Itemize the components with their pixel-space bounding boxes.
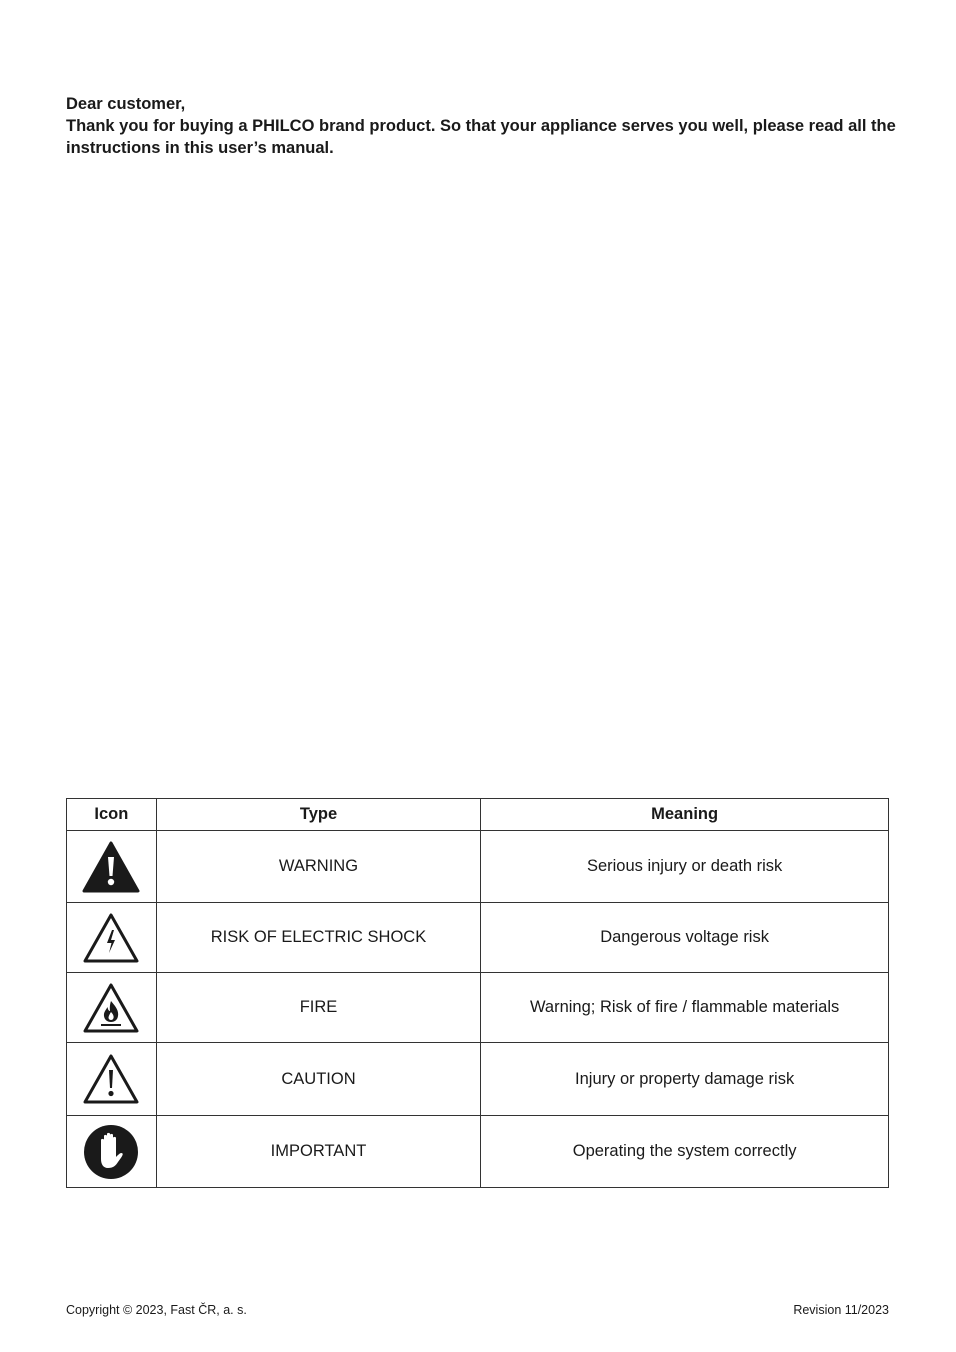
intro-message: Thank you for buying a PHILCO brand product. So that your appliance serves you well, please read all the instructions in this user’s manual. [66, 117, 896, 157]
intro-text [66, 93, 896, 159]
type-cell: WARNING [156, 831, 480, 903]
safety-symbols-table [66, 798, 889, 1188]
table-row [67, 903, 889, 973]
table-row [67, 831, 889, 903]
header-meaning: Meaning [481, 799, 889, 831]
fire-triangle-icon [82, 982, 140, 1034]
copyright-notice: Copyright © 2023, Fast ČR, a. s. [66, 1303, 247, 1317]
warning-filled-triangle-icon [82, 841, 140, 893]
header-icon: Icon [67, 799, 157, 831]
greeting: Dear customer, [66, 95, 186, 113]
caution-outline-triangle-icon [82, 1053, 140, 1105]
type-cell: CAUTION [156, 1043, 480, 1116]
type-cell: RISK OF ELECTRIC SHOCK [156, 903, 480, 973]
table-row [67, 973, 889, 1043]
electric-shock-triangle-icon [82, 912, 140, 964]
meaning-cell: Serious injury or death risk [481, 831, 889, 903]
icon-cell [67, 973, 157, 1043]
revision-label: Revision 11/2023 [793, 1303, 889, 1317]
meaning-cell: Dangerous voltage risk [481, 903, 889, 973]
type-cell: IMPORTANT [156, 1116, 480, 1188]
icon-cell [67, 903, 157, 973]
table-row [67, 1116, 889, 1188]
icon-cell [67, 831, 157, 903]
type-cell: FIRE [156, 973, 480, 1043]
meaning-cell: Warning; Risk of fire / flammable materials [481, 973, 889, 1043]
meaning-cell: Injury or property damage risk [481, 1043, 889, 1116]
header-type: Type [156, 799, 480, 831]
icon-cell [67, 1116, 157, 1188]
icon-cell [67, 1043, 157, 1116]
hand-stop-circle-icon [83, 1124, 139, 1180]
table-header-row [67, 799, 889, 831]
table-row [67, 1043, 889, 1116]
meaning-cell: Operating the system correctly [481, 1116, 889, 1188]
